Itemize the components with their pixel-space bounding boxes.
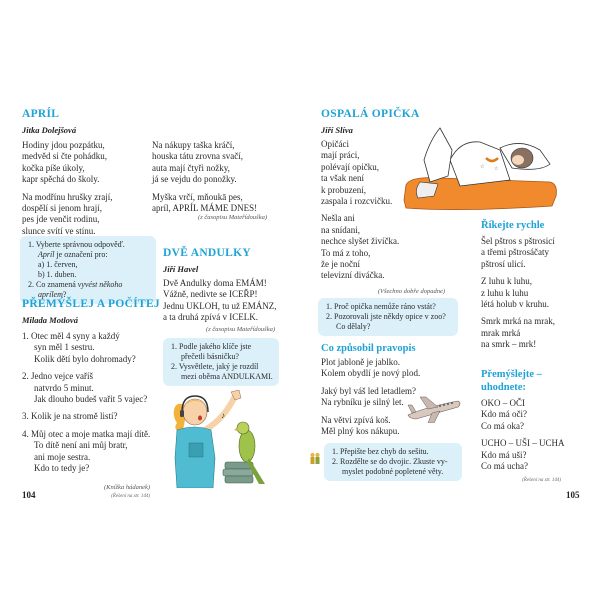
question: 1. Proč opička nemůže ráno vstát? xyxy=(326,302,436,311)
italic-term: Apríl xyxy=(38,250,55,259)
question: 2. Rozdělte se do dvojic. Zkuste vy- xyxy=(332,457,448,466)
andulky-verse xyxy=(163,278,298,324)
riddle-line: Kolik dětí bylo dohromady? xyxy=(34,353,136,364)
girl-singing-icon xyxy=(165,388,280,488)
verse-line: Co má oka? xyxy=(481,420,524,431)
uhodnete-title-line: Přemýšlejte – xyxy=(481,369,542,380)
verse-line: Myška vrčí, mňoukā pes, xyxy=(152,191,243,202)
option-b: b) 1. duben. xyxy=(38,270,77,279)
riddle-line: To dítě není ani můj bratr, xyxy=(34,440,128,451)
verse-line: Smrk mrká na mrak, xyxy=(481,316,555,327)
verse-line: Šel pštros s pštrosicí xyxy=(481,236,555,246)
april-author: Jitka Dolejšová xyxy=(22,125,77,135)
verse-line: televizní diváčka. xyxy=(321,270,385,281)
riddle-line: Kdo to tedy je? xyxy=(34,463,90,474)
verse-line: slunce svítí ve stínu. xyxy=(22,225,96,236)
verse-line: a ta druhá zpívá v ICELK. xyxy=(163,312,258,323)
airplane-illustration xyxy=(406,393,462,423)
verse-line: Hodiny jdou pozpátku, xyxy=(22,140,105,150)
verse-line: auta mají čtyři nožky, xyxy=(152,162,230,173)
april-verse-right xyxy=(152,140,287,220)
svg-text:☆: ☆ xyxy=(494,167,499,172)
verse-line: Co má ucha? xyxy=(481,461,528,472)
riddle-line: syn měl 1 sestru. xyxy=(34,342,95,353)
svg-text:♪: ♪ xyxy=(221,411,225,420)
verse-line: Z luhu k luhu, xyxy=(481,276,532,287)
verse-line: létá holub v kruhu. xyxy=(481,299,549,310)
april-questions-box xyxy=(20,236,156,304)
verse-line: Jednu UKLOH, tu už EMÁNZ, xyxy=(163,300,277,311)
verse-line: medvěd si čte pohádku, xyxy=(22,151,107,162)
verse-line: Kdo má oči? xyxy=(481,409,527,420)
verse-line: Jaký byl váš led letadlem? xyxy=(321,385,416,396)
verse-line: zaspala i rozcvičku. xyxy=(321,196,393,207)
opicka-author: Jiří Slíva xyxy=(321,125,353,135)
svg-text:☆: ☆ xyxy=(480,165,485,170)
andulky-author: Jiří Havel xyxy=(163,264,199,274)
verse-line: Dvě Andulky doma EMÁM! xyxy=(163,278,267,288)
premyslej-author: Milada Motlová xyxy=(22,315,78,325)
riddle-line: 2. Jedno vejce vaříš xyxy=(22,371,93,382)
verse-line: pštrosí ulicí. xyxy=(481,258,526,269)
airplane-icon xyxy=(406,393,462,423)
april-source: (z časopisu Mateřídouška) xyxy=(198,214,267,221)
question-text: je označení pro: xyxy=(54,250,108,259)
april-verse-left xyxy=(22,140,152,243)
verse-line: nechce slyšet živíčka. xyxy=(321,236,400,247)
premyslej-title: PŘEMÝŠLEJ A POČÍTEJ xyxy=(22,298,160,310)
verse-line: polévají opičku, xyxy=(321,161,379,172)
premyslej-source: (Knížka hádanek) xyxy=(103,484,150,491)
uhodnete-title-line: uhodnete: xyxy=(481,382,526,393)
riddle-3 xyxy=(22,411,162,422)
riddle-line: 3. Kolik je na stromě listí? xyxy=(22,411,118,422)
verse-line: Kolem obydlí je nový plod. xyxy=(321,368,421,379)
verse-line: Měl plný kos nákupu. xyxy=(321,426,400,437)
question xyxy=(28,280,150,300)
andulky-questions-box xyxy=(163,338,279,386)
verse-line: To má z toho, xyxy=(321,247,371,258)
verse-line: k probuzení, xyxy=(321,184,366,195)
question-sub xyxy=(28,250,150,260)
verse-line: Kdo má uši? xyxy=(481,449,527,460)
uhodnete-verse xyxy=(481,398,591,478)
riddle-4 xyxy=(22,429,162,475)
italic-term: vyvést někoho aprílem xyxy=(38,280,123,299)
question-text: ? xyxy=(62,290,67,299)
verse-line: na smrk – mrk! xyxy=(481,339,537,350)
question: 2. Pozorovali jste někdy opice v zoo? xyxy=(326,312,446,321)
verse-line: ta však není xyxy=(321,173,364,184)
verse-line: mrak mrká xyxy=(481,327,521,338)
verse-line: z luhu k luhu xyxy=(481,287,529,298)
verse-line: apríl, APRÍL MÁME DNES! xyxy=(152,203,258,214)
verse-line: Na modřínu hrušky zrají, xyxy=(22,191,113,202)
pair-work-icon xyxy=(309,452,321,466)
question-sub: Co dělaly? xyxy=(336,322,371,331)
opicka-questions-box xyxy=(318,298,458,336)
question: 2. Vysvětlete, jaký je rozdíl mezi oběma ANDULKAMI. xyxy=(171,362,273,381)
riddles-list xyxy=(22,331,162,480)
april-title: APRÍL xyxy=(22,108,60,120)
riddle-1 xyxy=(22,331,162,365)
rikejte-title: Říkejte rychle xyxy=(481,220,545,231)
verse-line: na snídani, xyxy=(321,224,360,235)
verse-line: UCHO – UŠI – UCHA xyxy=(481,438,565,449)
question: 1. Podle jakého klíče jste přečetli básničku? xyxy=(171,342,252,361)
question-sub: myslet podobné popletené věty. xyxy=(342,467,444,476)
page-number-right: 105 xyxy=(566,490,580,500)
riddle-line: 4. Můj otec a moje matka mají dítě. xyxy=(22,428,151,439)
monkey-icon xyxy=(400,120,565,210)
verse-line: Opičáci xyxy=(321,139,349,149)
pravopis-questions-box xyxy=(324,443,462,481)
verse-line: Na rybníku je silný let. xyxy=(321,397,404,408)
rikejte-verse xyxy=(481,236,591,357)
andulky-title: DVĚ ANDULKY xyxy=(163,247,251,259)
verse-line: OKO – OČI xyxy=(481,398,525,408)
riddle-line: ani moje sestra. xyxy=(34,451,91,462)
pravopis-title: Co způsobil pravopis xyxy=(321,343,416,354)
opicka-source: (Všechno dobře dopadne) xyxy=(377,288,445,295)
verse-line: Vážně, nedivte se ICEŘP! xyxy=(163,289,258,300)
sleeping-monkey-illustration xyxy=(400,120,565,210)
premyslej-solution-note: (Řešení na str. 144) xyxy=(111,494,150,499)
uhodnete-title xyxy=(481,368,542,394)
verse-line: já se vejdu do ponožky. xyxy=(152,174,237,185)
question: 1. Vyberte správnou odpověď. xyxy=(28,240,125,249)
verse-line: pes jde venčit rodinu, xyxy=(22,214,100,225)
verse-line: kočka píše úkoly, xyxy=(22,162,85,173)
verse-line: dospělí si jenom hrají, xyxy=(22,203,102,214)
verse-line: a třemi pštrosáčaty xyxy=(481,247,549,258)
andulky-source: (z časopisu Mateřídouška) xyxy=(206,326,275,333)
question-text: 2. Co znamená xyxy=(28,280,78,289)
girl-parrot-illustration xyxy=(165,388,280,488)
verse-line: mají práci, xyxy=(321,150,360,161)
verse-line: houska tátu zrovna svačí, xyxy=(152,151,243,162)
riddle-line: 1. Otec měl 4 syny a každý xyxy=(22,331,120,341)
page-number-left: 104 xyxy=(22,490,36,500)
verse-line: kapr spěchá do školy. xyxy=(22,174,100,185)
riddle-line: Jak dlouho budeš vařit 5 vajec? xyxy=(34,394,148,405)
riddle-2 xyxy=(22,371,162,405)
verse-line: Nešla ani xyxy=(321,213,355,224)
verse-line: Na větvi zpívá koš. xyxy=(321,414,391,425)
question: 1. Přepište bez chyb do sešitu. xyxy=(332,447,429,456)
opicka-title: OSPALÁ OPIČKA xyxy=(321,108,420,120)
uhodnete-solution-note: (Řešení na str. 144) xyxy=(522,478,561,483)
verse-line: Plot jabloně je jablko. xyxy=(321,357,400,367)
riddle-line: natvrdo 5 minut. xyxy=(34,382,94,393)
verse-line: že je noční xyxy=(321,259,360,270)
option-a: a) 1. červen, xyxy=(38,260,78,269)
verse-line: Na nákupy taška kráčí, xyxy=(152,140,235,150)
